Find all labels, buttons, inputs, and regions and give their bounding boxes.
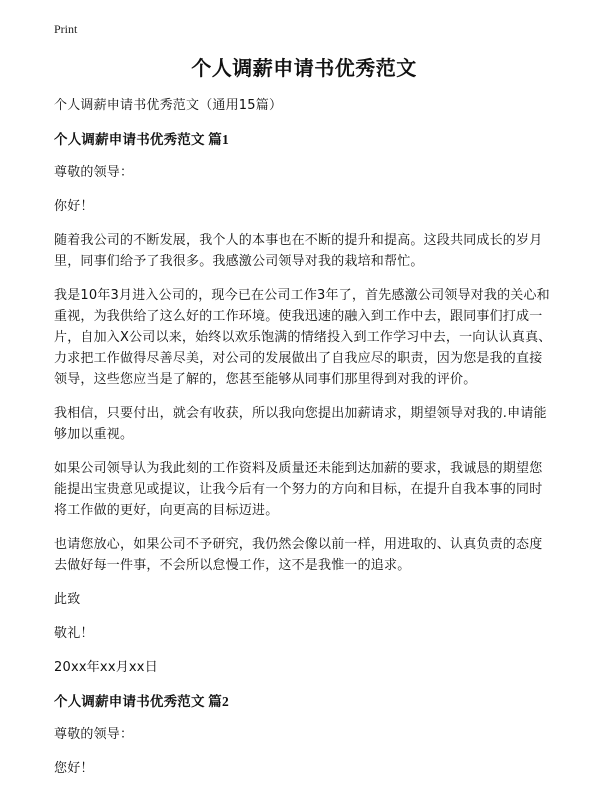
closing-salute: 敬礼！ [54, 626, 94, 641]
document-body [54, 48, 554, 792]
letter-date: 20xx年xx月xx日 [54, 660, 158, 675]
document-subtitle: 个人调薪申请书优秀范文（通用15篇） [54, 98, 283, 113]
print-link[interactable]: Print [54, 22, 78, 36]
body-paragraph: 也请您放心，如果公司不予研究，我仍然会像以前一样，用进取的、认真负责的态度去做好每一件事，不会所以怠慢工作，这不是我惟一的追求。 [54, 537, 543, 573]
page-title: 个人调薪申请书优秀范文 [191, 56, 417, 80]
section-heading-2: 个人调薪申请书优秀范文 篇2 [54, 694, 229, 709]
body-paragraph: 我是10年3月进入公司的，现今已在公司工作3年了，首先感激公司领导对我的关心和重视，为我供给了这么好的工作环境。使我迅速的融入到工作中去，跟同事们打成一片，自加入X公司以来，始终以欢乐饱满的情绪投入到工作学习中去，一向认认真真、力求把工作做得尽善尽美，对公司的发展做出了自我应尽的职责，因为您是我的直接领导，这些您应当是了解的，您甚至能够从同事们那里得到对我的评价。 [54, 288, 552, 387]
salutation: 尊敬的领导： [54, 727, 134, 742]
closing-line: 此致 [54, 592, 81, 607]
body-paragraph: 我相信，只要付出，就会有收获，所以我向您提出加薪请求，期望领导对我的.申请能够加以重视。 [54, 406, 547, 442]
salutation: 尊敬的领导： [54, 165, 134, 180]
body-paragraph: 如果公司领导认为我此刻的工作资料及质量还未能到达加薪的要求，我诚恳的期望您能提出宝贵意见或提议，让我今后有一个努力的方向和目标，在提升自我本事的同时将工作做的更好，向更高的目标迈进。 [54, 461, 543, 518]
greeting: 您好！ [54, 761, 94, 776]
body-paragraph: 随着我公司的不断发展，我个人的本事也在不断的提升和提高。这段共同成长的岁月里，同事们给予了我很多。我感激公司领导对我的栽培和帮忙。 [54, 233, 543, 269]
section-heading-1: 个人调薪申请书优秀范文 篇1 [54, 132, 229, 147]
greeting: 你好！ [54, 199, 94, 214]
